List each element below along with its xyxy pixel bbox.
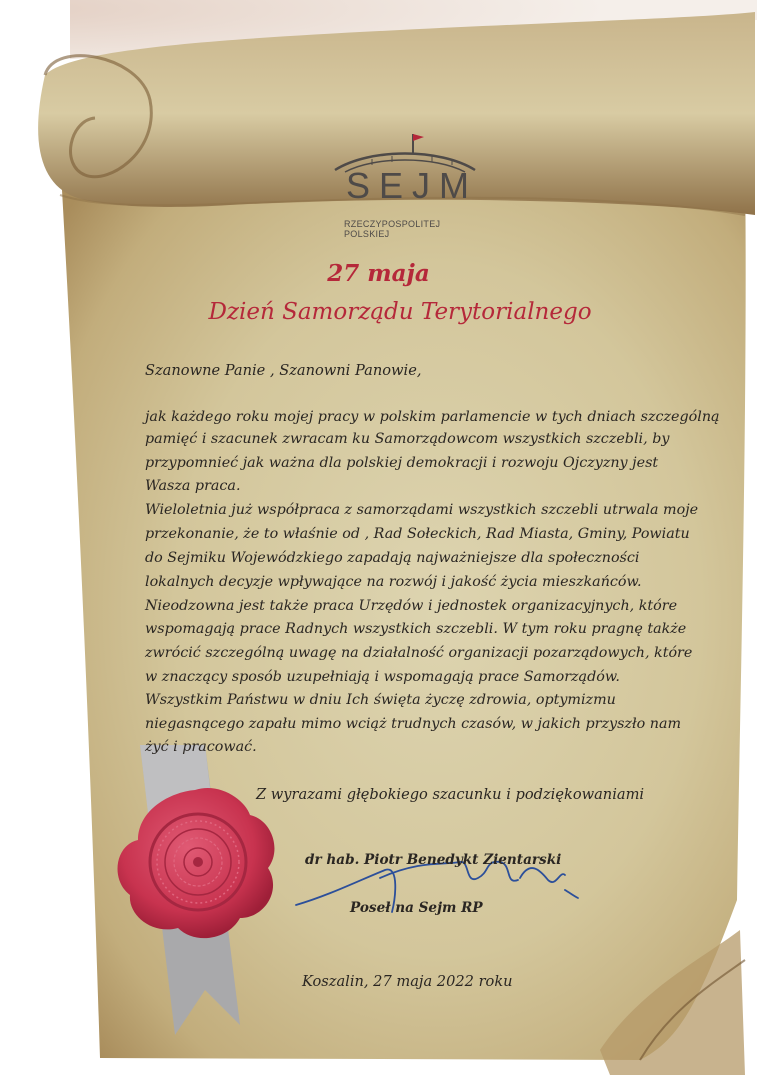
body-line: Wszystkim Państwu w dniu Ich święta życzę zdrowia, optymizmu	[145, 692, 616, 708]
body-line: przekonanie, że to właśnie od , Rad Sołeckich, Rad Miasta, Gminy, Powiatu	[145, 526, 690, 542]
signatory-role: Poseł na Sejm RP	[350, 900, 483, 916]
body-line: Wieloletnia już współpraca z samorządami wszystkich szczebli utrwala moje	[145, 502, 699, 518]
body-line: Wasza praca.	[145, 478, 241, 494]
sejm-logo-subtitle: RZECZYPOSPOLITEJ POLSKIEJ	[344, 219, 441, 239]
closing-line: Z wyrazami głębokiego szacunku i podziękowaniami	[256, 786, 645, 803]
body-line: w znaczący sposób uzupełniają i wspomagają prace Samorządów.	[145, 669, 620, 685]
heading-date: 27 maja	[327, 260, 430, 287]
body-line: jak każdego roku mojej pracy w polskim parlamencie w tych dniach szczególną	[145, 409, 720, 425]
signatory-name: dr hab. Piotr Benedykt Zientarski	[305, 852, 562, 868]
body-line: zwrócić szczególną uwagę na działalność organizacji pozarządowych, które	[145, 645, 693, 661]
body-line: niegasnącego zapału mimo wciąż trudnych czasów, w jakich przyszło nam	[145, 716, 682, 732]
body-line: pamięć i szacunek zwracam ku Samorządowcom wszystkich szczebli, by	[145, 431, 670, 447]
place-and-date: Koszalin, 27 maja 2022 roku	[302, 973, 513, 990]
greeting: Szanowne Panie , Szanowni Panowie,	[145, 362, 422, 379]
heading-title: Dzień Samorządu Terytorialnego	[208, 299, 592, 325]
body-line: Nieodzowna jest także praca Urzędów i jednostek organizacyjnych, które	[145, 598, 678, 614]
body-line: przypomnieć jak ważna dla polskiej demokracji i rozwoju Ojczyzny jest	[145, 455, 659, 471]
body-line: wspomagają prace Radnych wszystkich szczebli. W tym roku pragnę także	[145, 621, 687, 637]
body-line: żyć i pracować.	[145, 739, 257, 755]
body-line: lokalnych decyzje wpływające na rozwój i jakość życia mieszkańców.	[145, 574, 642, 590]
body-line: do Sejmiku Wojewódzkiego zapadają najważniejsze dla społeczności	[145, 550, 640, 566]
sejm-logo-text: SEJM	[346, 165, 479, 206]
